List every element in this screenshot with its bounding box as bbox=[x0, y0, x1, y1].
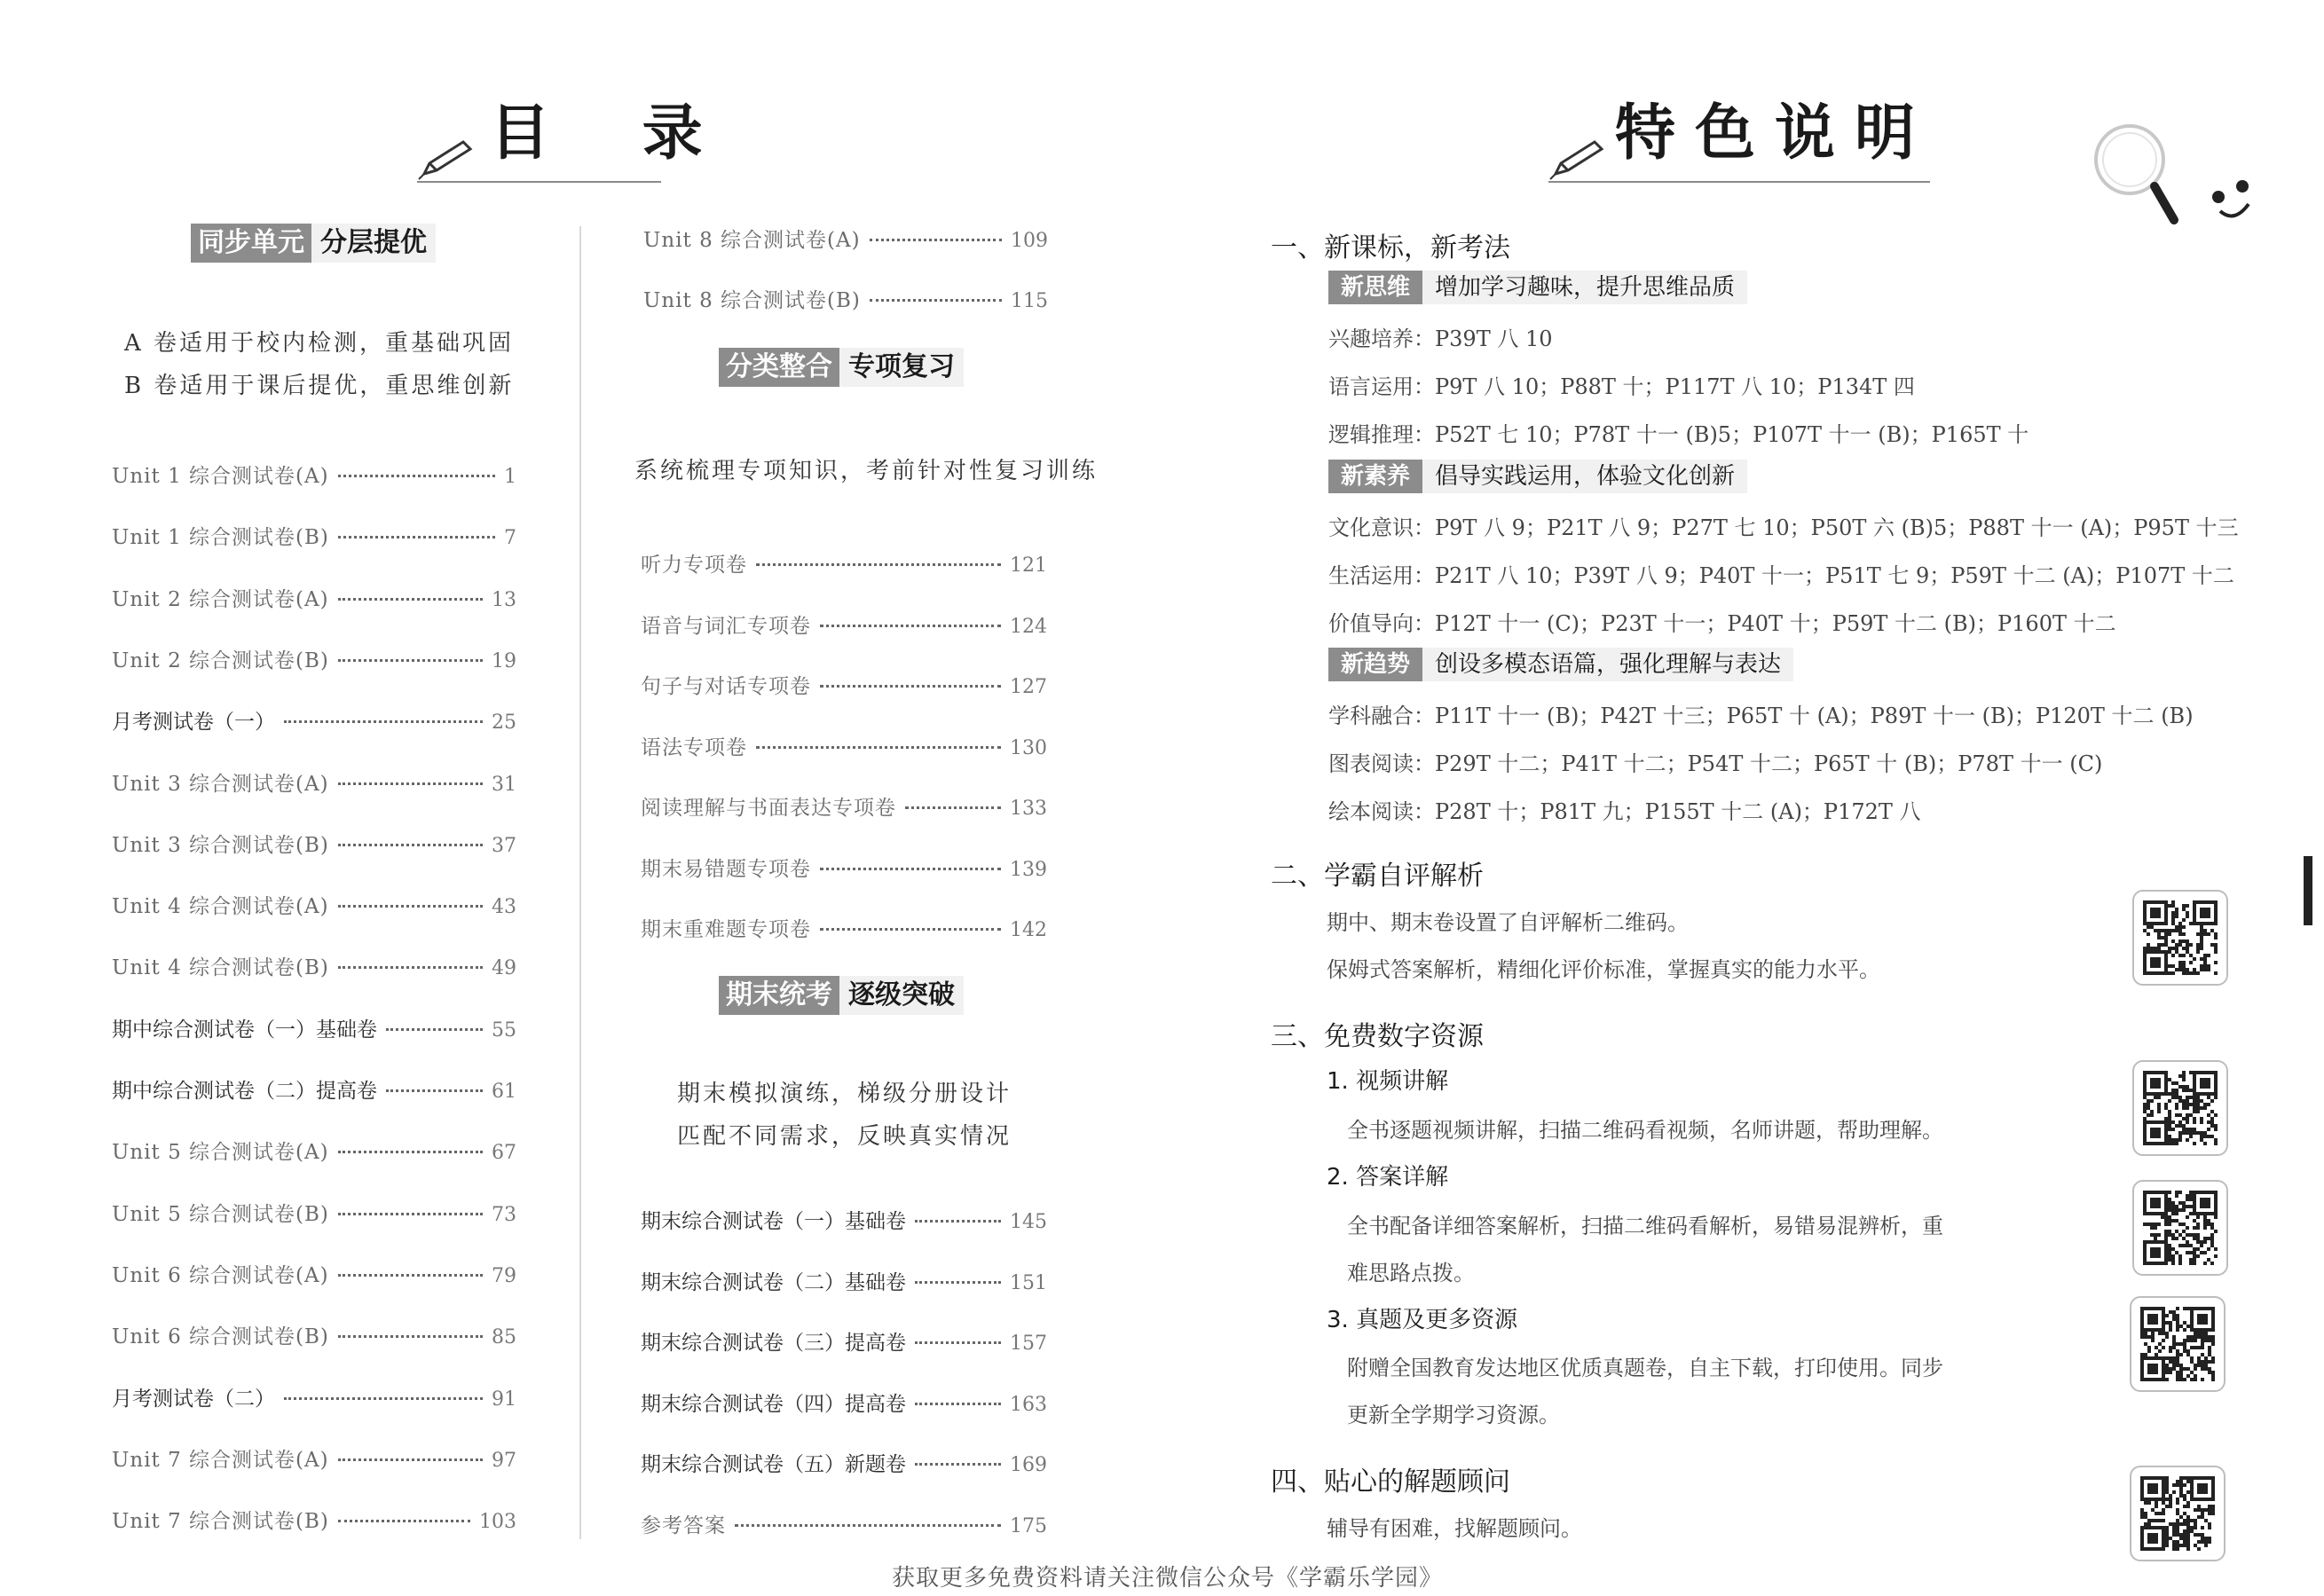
toc-entry-title: Unit 4 综合测试卷(B) bbox=[112, 956, 329, 980]
feature-reference-text: P29T 十二；P41T 十二；P54T 十二；P65T 十 (B)；P78T 十一 (C) bbox=[1435, 751, 2103, 776]
feature-reference-label: 绘本阅读： bbox=[1328, 799, 1435, 824]
toc-entry-title: 期末综合测试卷（五）新题卷 bbox=[641, 1453, 906, 1476]
toc-entry[interactable] bbox=[112, 951, 516, 980]
feature-reference-text: P28T 十；P81T 九；P155T 十二 (A)；P172T 八 bbox=[1435, 799, 1921, 824]
toc-entry-title: 期末重难题专项卷 bbox=[641, 918, 811, 941]
feature-reference-text: P39T 八 10 bbox=[1435, 326, 1553, 351]
toc-entry[interactable] bbox=[112, 1136, 516, 1165]
section-desc-line: A 卷适用于校内检测，重基础巩固 bbox=[124, 330, 515, 357]
toc-entry[interactable] bbox=[641, 1266, 1047, 1295]
feature-reference-label: 学科融合： bbox=[1328, 704, 1435, 728]
feature-reference-line bbox=[1328, 558, 2234, 589]
toc-entry-title: Unit 3 综合测试卷(B) bbox=[112, 833, 329, 857]
toc-entry[interactable] bbox=[112, 1198, 516, 1227]
leader-dots bbox=[338, 844, 483, 846]
toc-entry-page: 79 bbox=[492, 1264, 516, 1287]
toc-entry-title: 月考测试卷（二） bbox=[112, 1387, 275, 1411]
toc-entry-title: Unit 6 综合测试卷(B) bbox=[112, 1325, 329, 1349]
leader-dots bbox=[735, 1524, 1001, 1527]
toc-entry-page: 73 bbox=[492, 1203, 516, 1226]
toc-entry-title: 期末综合测试卷（一）基础卷 bbox=[641, 1210, 906, 1233]
toc-entry[interactable] bbox=[641, 1448, 1047, 1477]
pencil-icon bbox=[417, 138, 479, 183]
leader-dots bbox=[915, 1281, 1001, 1284]
leader-dots bbox=[338, 659, 483, 662]
toc-entry-page: 7 bbox=[504, 527, 516, 550]
toc-entry[interactable] bbox=[112, 1505, 516, 1534]
feature-reference-label: 价值导向： bbox=[1328, 611, 1435, 636]
toc-entry-page: 49 bbox=[492, 957, 516, 980]
toc-entry-page: 13 bbox=[492, 588, 516, 611]
leader-dots bbox=[338, 966, 483, 969]
toc-entry[interactable] bbox=[641, 1205, 1047, 1234]
feature-reference-label: 生活运用： bbox=[1328, 563, 1435, 588]
leader-dots bbox=[870, 239, 1002, 241]
toc-entry-page: 31 bbox=[492, 773, 516, 796]
toc-entry[interactable] bbox=[112, 1320, 516, 1349]
feature-reference-line bbox=[1328, 606, 2116, 637]
leader-dots bbox=[756, 563, 1001, 566]
qr-code-advisor[interactable] bbox=[2130, 1466, 2226, 1561]
toc-entry[interactable] bbox=[112, 1259, 516, 1288]
qr-pattern bbox=[2143, 1191, 2218, 1265]
toc-entry-title: Unit 8 综合测试卷(A) bbox=[643, 229, 861, 252]
toc-entry-page: 157 bbox=[1010, 1333, 1047, 1355]
leader-dots bbox=[284, 1397, 483, 1400]
toc-entry[interactable] bbox=[112, 829, 516, 858]
toc-entry[interactable] bbox=[112, 1382, 516, 1411]
toc-entry[interactable] bbox=[112, 521, 516, 550]
feature-reference-text: P52T 七 10；P78T 十一 (B)5；P107T 十一 (B)；P165T 十 bbox=[1435, 422, 2029, 447]
toc-entry[interactable] bbox=[641, 609, 1047, 639]
toc-entry-title: 期末综合测试卷（二）基础卷 bbox=[641, 1270, 906, 1294]
toc-entry-title: Unit 7 综合测试卷(B) bbox=[112, 1510, 329, 1534]
feature-reference-text: P12T 十一 (C)；P23T 十一；P40T 十；P59T 十二 (B)；P160T 十二 bbox=[1435, 611, 2116, 636]
tag-sync-unit bbox=[191, 224, 436, 263]
leader-dots bbox=[338, 536, 495, 539]
leader-dots bbox=[338, 1213, 483, 1215]
feature-reference-label: 兴趣培养： bbox=[1328, 326, 1435, 351]
feature-reference-line bbox=[1328, 369, 1915, 400]
toc-entry-page: 124 bbox=[1010, 615, 1047, 638]
toc-entry-page: 115 bbox=[1011, 290, 1048, 312]
section-heading: 二、学霸自评解析 bbox=[1271, 861, 1484, 892]
feature-tag-label: 新思维 bbox=[1328, 271, 1422, 304]
leader-dots bbox=[386, 1089, 483, 1092]
toc-entry-title: 语法专项卷 bbox=[641, 735, 747, 759]
toc-entry-page: 127 bbox=[1010, 676, 1047, 698]
toc-entry-page: 97 bbox=[492, 1449, 516, 1472]
toc-entry[interactable] bbox=[112, 1013, 516, 1042]
leader-dots bbox=[338, 475, 495, 477]
tag-category bbox=[719, 348, 964, 387]
resource-title: 3. 真题及更多资源 bbox=[1327, 1307, 1518, 1333]
tag-dark-label: 同步单元 bbox=[191, 224, 311, 263]
resource-title: 2. 答案详解 bbox=[1327, 1164, 1449, 1191]
leader-dots bbox=[820, 868, 1001, 870]
toc-entry-title: 月考测试卷（一） bbox=[112, 711, 275, 735]
feature-reference-line bbox=[1328, 321, 1553, 352]
toc-entry-page: 109 bbox=[1011, 230, 1048, 252]
leader-dots bbox=[338, 905, 483, 908]
tag-final-exam bbox=[719, 976, 964, 1015]
toc-entry[interactable] bbox=[641, 1509, 1047, 1538]
toc-entry-page: 121 bbox=[1010, 554, 1047, 577]
leader-dots bbox=[284, 720, 483, 723]
feature-reference-text: P9T 八 9；P21T 八 9；P27T 七 10；P50T 六 (B)5；P88T 十一 (A)；P95T 十三 bbox=[1435, 515, 2239, 540]
column-divider bbox=[579, 226, 581, 1539]
feature-reference-label: 文化意识： bbox=[1328, 515, 1435, 540]
toc-title-underline bbox=[417, 181, 661, 183]
toc-entry[interactable] bbox=[643, 284, 1048, 313]
toc-entry-page: 19 bbox=[492, 649, 516, 672]
toc-entry-title: Unit 6 综合测试卷(A) bbox=[112, 1263, 329, 1287]
tag-light-label: 分层提优 bbox=[311, 224, 436, 263]
toc-entry-page: 61 bbox=[492, 1081, 516, 1103]
feature-reference-line bbox=[1328, 417, 2029, 448]
feature-reference-line bbox=[1328, 794, 1921, 825]
feature-reference-label: 语言运用： bbox=[1328, 374, 1435, 399]
toc-entry-page: 139 bbox=[1010, 858, 1047, 881]
feature-tag-text: 创设多模态语篇，强化理解与表达 bbox=[1422, 648, 1793, 681]
toc-entry-title: 期末综合测试卷（三）提高卷 bbox=[641, 1332, 906, 1355]
toc-entry-page: 25 bbox=[492, 712, 516, 735]
toc-entry-title: Unit 2 综合测试卷(B) bbox=[112, 649, 329, 672]
toc-title: 目 录 bbox=[490, 98, 738, 169]
feature-tag bbox=[1328, 648, 1793, 681]
leader-dots bbox=[915, 1403, 1001, 1405]
body-line: 全书逐题视频讲解，扫描二维码看视频，名师讲题，帮助理解。 bbox=[1347, 1118, 1943, 1143]
toc-entry-page: 85 bbox=[492, 1326, 516, 1349]
body-line: 保姆式答案解析，精细化评价标准，掌握真实的能力水平。 bbox=[1327, 957, 1880, 982]
qr-pattern bbox=[2140, 1307, 2215, 1381]
toc-entry-title: Unit 5 综合测试卷(A) bbox=[112, 1141, 329, 1165]
toc-entry[interactable] bbox=[641, 731, 1047, 760]
toc-entry-page: 169 bbox=[1010, 1454, 1047, 1476]
toc-entry[interactable] bbox=[112, 1074, 516, 1104]
tag-dark-label: 分类整合 bbox=[719, 348, 839, 387]
toc-entry-page: 37 bbox=[492, 834, 516, 857]
toc-entry-title: Unit 8 综合测试卷(B) bbox=[643, 289, 861, 312]
leader-dots bbox=[820, 685, 1001, 688]
body-line: 全书配备详细答案解析，扫描二维码看解析，易错易混辨析，重 bbox=[1347, 1214, 1943, 1238]
qr-code-self-review[interactable] bbox=[2132, 890, 2228, 986]
toc-entry-page: 103 bbox=[479, 1511, 516, 1534]
toc-entry-page: 163 bbox=[1010, 1393, 1047, 1416]
feature-tag-text: 倡导实践运用，体验文化创新 bbox=[1422, 460, 1747, 493]
toc-entry-title: 听力专项卷 bbox=[641, 554, 747, 577]
resource-title: 1. 视频讲解 bbox=[1327, 1068, 1449, 1095]
tag-light-label: 专项复习 bbox=[839, 348, 964, 387]
toc-entry-page: 133 bbox=[1010, 798, 1047, 820]
leader-dots bbox=[338, 1458, 483, 1461]
leader-dots bbox=[756, 746, 1001, 749]
toc-entry-title: 期中综合测试卷（一）基础卷 bbox=[112, 1018, 377, 1042]
section-desc-line: 期末模拟演练，梯级分册设计 bbox=[677, 1081, 1012, 1107]
feature-reference-text: P21T 八 10；P39T 八 9；P40T 十一；P51T 七 9；P59T 十二 (A)；P107T 十二 bbox=[1435, 563, 2234, 588]
leader-dots bbox=[338, 1274, 483, 1277]
leader-dots bbox=[820, 625, 1001, 627]
toc-entry[interactable] bbox=[641, 853, 1047, 882]
section-heading: 一、新课标，新考法 bbox=[1271, 232, 1510, 263]
body-line: 期中、期末卷设置了自评解析二维码。 bbox=[1327, 910, 1689, 935]
toc-entry[interactable] bbox=[641, 1388, 1047, 1417]
toc-entry[interactable] bbox=[641, 670, 1047, 699]
body-line: 附赠全国教育发达地区优质真题卷，自主下载，打印使用。同步 bbox=[1347, 1356, 1943, 1380]
features-title-underline bbox=[1548, 181, 1930, 183]
toc-entry[interactable] bbox=[641, 548, 1047, 578]
feature-reference-line bbox=[1328, 510, 2239, 541]
feature-reference-label: 逻辑推理： bbox=[1328, 422, 1435, 447]
section-desc-line: B 卷适用于课后提优，重思维创新 bbox=[124, 373, 515, 399]
feature-tag-text: 增加学习趣味，提升思维品质 bbox=[1422, 271, 1747, 304]
leader-dots bbox=[338, 598, 483, 601]
leader-dots bbox=[386, 1028, 483, 1031]
qr-code-resources[interactable] bbox=[2130, 1296, 2226, 1392]
toc-entry-title: 参考答案 bbox=[641, 1513, 726, 1537]
toc-entry-page: 130 bbox=[1010, 736, 1047, 759]
toc-entry[interactable] bbox=[112, 705, 516, 735]
toc-entry-title: Unit 4 综合测试卷(A) bbox=[112, 895, 329, 919]
features-title: 特色说明 bbox=[1615, 98, 1935, 169]
feature-tag bbox=[1328, 460, 1747, 493]
feature-reference-text: P9T 八 10；P88T 十；P117T 八 10；P134T 四 bbox=[1435, 374, 1915, 399]
feature-reference-text: P11T 十一 (B)；P42T 十三；P65T 十 (A)；P89T 十一 (B)；P120T 十二 (B) bbox=[1435, 704, 2194, 728]
magnifier-face-icon bbox=[2085, 115, 2254, 231]
toc-entry[interactable] bbox=[112, 767, 516, 797]
pencil-icon bbox=[1548, 138, 1611, 183]
feature-tag-label: 新趋势 bbox=[1328, 648, 1422, 681]
toc-entry-page: 91 bbox=[492, 1388, 516, 1411]
toc-entry-title: Unit 7 综合测试卷(A) bbox=[112, 1448, 329, 1472]
toc-entry-page: 175 bbox=[1010, 1514, 1047, 1537]
section-desc-line: 系统梳理专项知识，考前针对性复习训练 bbox=[634, 458, 1099, 484]
toc-entry-page: 43 bbox=[492, 896, 516, 919]
toc-entry-page: 1 bbox=[504, 466, 516, 488]
toc-entry-title: 期末综合测试卷（四）提高卷 bbox=[641, 1392, 906, 1416]
toc-entry-title: Unit 2 综合测试卷(A) bbox=[112, 587, 329, 611]
qr-pattern bbox=[2143, 900, 2218, 975]
qr-code-video[interactable] bbox=[2132, 1060, 2228, 1156]
feature-tag-label: 新素养 bbox=[1328, 460, 1422, 493]
feature-reference-line bbox=[1328, 746, 2102, 777]
leader-dots bbox=[338, 1520, 470, 1522]
qr-pattern bbox=[2143, 1071, 2218, 1145]
toc-entry-title: 语音与词汇专项卷 bbox=[641, 614, 811, 638]
qr-code-answers[interactable] bbox=[2132, 1180, 2228, 1276]
body-line: 更新全学期学习资源。 bbox=[1347, 1403, 1560, 1427]
section-desc-line: 匹配不同需求，反映真实情况 bbox=[677, 1123, 1012, 1150]
leader-dots bbox=[915, 1463, 1001, 1466]
toc-entry-title: Unit 3 综合测试卷(A) bbox=[112, 772, 329, 796]
toc-entry-page: 67 bbox=[492, 1142, 516, 1165]
toc-entry[interactable] bbox=[112, 583, 516, 612]
qr-pattern bbox=[2140, 1476, 2215, 1551]
toc-entry-page: 55 bbox=[492, 1018, 516, 1042]
toc-entry-page: 145 bbox=[1010, 1211, 1047, 1233]
feature-reference-line bbox=[1328, 698, 2194, 729]
body-line: 辅导有困难，找解题顾问。 bbox=[1327, 1516, 1582, 1541]
toc-entry[interactable] bbox=[641, 913, 1047, 942]
leader-dots bbox=[905, 806, 1001, 809]
toc-entry-title: 句子与对话专项卷 bbox=[641, 675, 811, 698]
toc-entry-title: 期末易错题专项卷 bbox=[641, 857, 811, 881]
feature-reference-label: 图表阅读： bbox=[1328, 751, 1435, 776]
toc-entry-title: 期中综合测试卷（二）提高卷 bbox=[112, 1080, 377, 1103]
toc-entry-page: 142 bbox=[1010, 919, 1047, 941]
toc-entry-title: 阅读理解与书面表达专项卷 bbox=[641, 797, 896, 820]
body-line: 难思路点拨。 bbox=[1347, 1261, 1475, 1285]
leader-dots bbox=[870, 299, 1002, 302]
section-heading: 四、贴心的解题顾问 bbox=[1271, 1466, 1510, 1498]
toc-entry[interactable] bbox=[112, 1443, 516, 1473]
footer-note: 获取更多免费资料请关注微信公众号《学霸乐学园》 bbox=[892, 1565, 1444, 1592]
leader-dots bbox=[338, 782, 483, 785]
leader-dots bbox=[338, 1335, 483, 1338]
toc-entry[interactable] bbox=[112, 644, 516, 673]
toc-entry-title: Unit 5 综合测试卷(B) bbox=[112, 1202, 329, 1226]
leader-dots bbox=[820, 928, 1001, 931]
toc-entry[interactable] bbox=[643, 224, 1048, 253]
section-heading: 三、免费数字资源 bbox=[1271, 1021, 1484, 1052]
tag-dark-label: 期末统考 bbox=[719, 976, 839, 1015]
toc-entry[interactable] bbox=[641, 1326, 1047, 1356]
tag-light-label: 逐级突破 bbox=[839, 976, 964, 1015]
toc-entry[interactable] bbox=[112, 890, 516, 919]
leader-dots bbox=[338, 1151, 483, 1153]
leader-dots bbox=[915, 1220, 1001, 1223]
toc-entry[interactable] bbox=[641, 791, 1047, 821]
toc-entry-title: Unit 1 综合测试卷(A) bbox=[112, 465, 329, 488]
page-edge-mark bbox=[2304, 856, 2312, 925]
toc-entry-title: Unit 1 综合测试卷(B) bbox=[112, 526, 329, 550]
toc-entry[interactable] bbox=[112, 460, 516, 489]
leader-dots bbox=[915, 1341, 1001, 1344]
feature-tag bbox=[1328, 271, 1747, 304]
toc-entry-page: 151 bbox=[1010, 1271, 1047, 1294]
